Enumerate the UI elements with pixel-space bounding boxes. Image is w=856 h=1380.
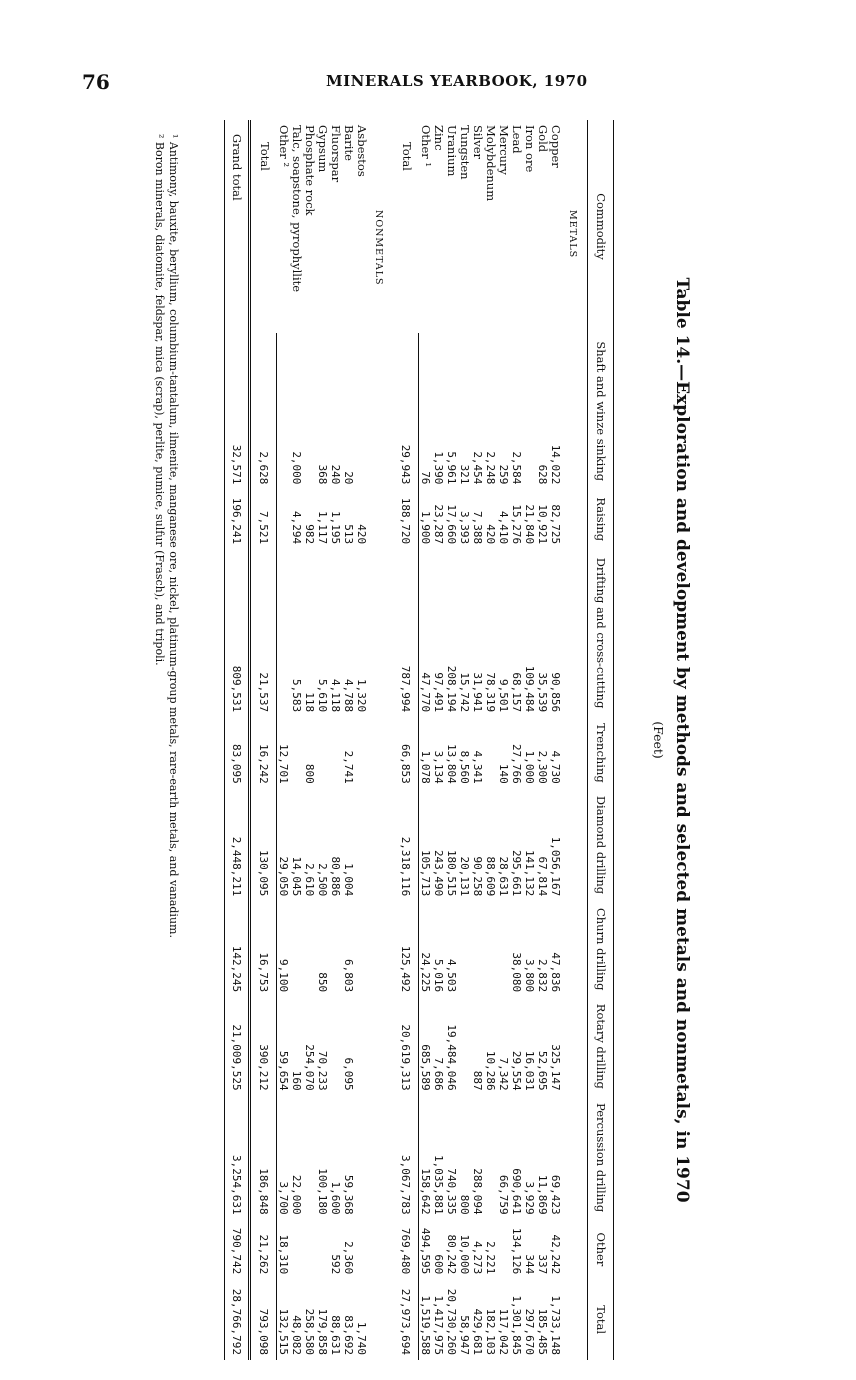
value-cell: 1,301,845	[510, 1295, 524, 1355]
value-cell: 42,242	[549, 1234, 563, 1275]
value-cell: 22,000	[290, 1174, 304, 1215]
value-cell: 1,320	[355, 678, 369, 713]
value-cell: 1,035,881	[432, 1155, 446, 1215]
footnote: ¹ Antimony, bauxite, beryllium, columbium-tantalum, ilmenite, manganese ore, nickel, platinum-group metals, rare-earth metals, and vanadium.	[167, 134, 180, 938]
table-body	[225, 120, 588, 1360]
value-cell: 769,480	[393, 1220, 419, 1280]
table-row	[497, 120, 510, 1360]
value-cell: 1,733,148	[549, 1295, 563, 1355]
value-cell	[290, 901, 303, 997]
commodity-cell: Uranium	[445, 125, 460, 177]
value-cell: 52,695	[536, 1050, 550, 1091]
value-cell	[497, 901, 510, 997]
value-cell: 14,045	[290, 856, 304, 897]
value-cell: 7,388	[471, 510, 485, 545]
value-cell: 14,022	[549, 444, 563, 485]
value-cell: 4,294	[290, 510, 304, 545]
value-cell	[355, 1096, 368, 1220]
value-cell	[355, 333, 368, 489]
value-cell: 83,692	[342, 1315, 356, 1355]
value-cell: 10,286	[484, 1050, 498, 1091]
value-cell: 76	[419, 471, 433, 485]
table-row	[549, 120, 562, 1360]
value-cell: 494,595	[419, 1227, 433, 1275]
empty-cell	[368, 789, 393, 902]
value-cell: 8,560	[458, 750, 472, 784]
commodity-cell: Molybdenum	[484, 125, 499, 202]
value-cell: 185,485	[536, 1308, 550, 1355]
value-cell: 32,571	[225, 333, 250, 489]
value-cell: 28,631	[497, 856, 511, 897]
commodity-cell: Total	[399, 142, 414, 171]
value-cell: 196,241	[225, 489, 250, 549]
table-row	[355, 120, 368, 1360]
grand-total-row	[225, 120, 250, 1360]
value-cell	[316, 717, 329, 789]
value-cell: 20,131	[458, 856, 472, 897]
value-cell: 58,947	[458, 1315, 472, 1355]
value-cell: 513	[342, 524, 356, 545]
value-cell: 4,503	[445, 958, 459, 993]
commodity-cell: Mercury	[497, 125, 512, 175]
data-table	[224, 120, 614, 1360]
section-heading-row	[562, 120, 588, 1360]
empty-cell	[562, 489, 588, 549]
value-cell: 2,448,211	[225, 789, 250, 902]
value-cell: 2,584	[510, 451, 524, 485]
value-cell: 10,000	[458, 1234, 472, 1275]
value-cell: 9,501	[497, 678, 511, 713]
value-cell: 740,335	[445, 1168, 459, 1215]
table-row	[303, 120, 316, 1360]
value-cell: 29,943	[393, 333, 419, 489]
value-cell: 140	[497, 763, 511, 784]
table-row	[484, 120, 497, 1360]
value-cell: 3,254,631	[225, 1096, 250, 1220]
value-cell: 4,341	[471, 750, 485, 784]
value-cell: 4,118	[329, 678, 343, 713]
column-header: Trenching	[588, 717, 614, 789]
value-cell: 297,670	[523, 1308, 537, 1355]
empty-cell	[368, 997, 393, 1095]
table-title: Table 14.—Exploration and development by methods and selected metals and nonmetals, in 1970	[672, 277, 692, 1203]
value-cell: 67,814	[536, 856, 550, 897]
empty-cell	[562, 789, 588, 902]
total-row	[393, 120, 419, 1360]
value-cell: 6,095	[342, 1057, 356, 1091]
commodity-cell: Fluorspar	[329, 125, 344, 183]
value-cell: 20,619,313	[393, 997, 419, 1095]
empty-cell	[368, 1220, 393, 1280]
value-cell: 7,342	[497, 1057, 511, 1091]
value-cell: 3,134	[432, 750, 446, 784]
value-cell: 800	[303, 763, 317, 784]
column-header: Rotary drilling	[588, 997, 614, 1095]
commodity-cell: Zinc	[432, 125, 447, 151]
commodity-cell: Silver	[471, 125, 486, 160]
value-cell: 685,589	[419, 1044, 433, 1091]
value-cell: 2,500	[316, 863, 330, 897]
value-cell: 2,248	[484, 451, 498, 485]
empty-cell	[562, 1279, 588, 1360]
value-cell: 1,004	[342, 863, 356, 897]
value-cell: 2,628	[250, 333, 277, 489]
value-cell: 9,100	[277, 958, 291, 993]
value-cell: 295,661	[510, 849, 524, 897]
value-cell: 240	[329, 464, 343, 485]
value-cell	[303, 333, 316, 489]
value-cell	[355, 901, 368, 997]
value-cell: 188,720	[393, 489, 419, 549]
value-cell	[303, 901, 316, 997]
value-cell: 186,848	[250, 1096, 277, 1220]
empty-cell	[562, 901, 588, 997]
footnote: ² Boron minerals, diatomite, feldspar, mica (scrap), perlite, pumice, sulfur (Frasch), and tripoli.	[153, 134, 166, 666]
commodity-cell: Other ²	[277, 125, 292, 168]
value-cell: 2,000	[290, 451, 304, 485]
value-cell: 1,390	[432, 451, 446, 485]
value-cell: 321	[458, 464, 472, 485]
value-cell: 130,095	[250, 789, 277, 902]
empty-cell	[368, 549, 393, 717]
value-cell: 97,491	[432, 672, 446, 713]
value-cell: 88,609	[484, 856, 498, 897]
value-cell	[458, 997, 471, 1095]
value-cell: 80,886	[329, 856, 343, 897]
value-cell: 80,242	[445, 1234, 459, 1275]
value-cell: 5,583	[290, 678, 304, 713]
value-cell: 325,147	[549, 1044, 563, 1091]
value-cell	[303, 1220, 316, 1280]
value-cell: 20	[342, 471, 356, 485]
value-cell: 88,631	[329, 1315, 343, 1355]
empty-cell	[562, 549, 588, 717]
section-heading: NONMETALS	[373, 210, 385, 286]
value-cell: 83,095	[225, 717, 250, 789]
value-cell: 208,194	[445, 665, 459, 713]
total-row	[250, 120, 277, 1360]
value-cell	[523, 333, 536, 489]
value-cell: 1,600	[329, 1181, 343, 1215]
value-cell	[290, 1220, 303, 1280]
value-cell: 15,276	[510, 504, 524, 545]
value-cell: 5,961	[445, 451, 459, 485]
value-cell: 1,117	[316, 510, 330, 545]
value-cell: 1,519,588	[419, 1295, 433, 1355]
table-row	[536, 120, 549, 1360]
value-cell: 90,856	[549, 672, 563, 713]
value-cell: 259	[497, 464, 511, 485]
commodity-cell: Asbestos	[355, 125, 370, 177]
commodity-cell: Barite	[342, 125, 357, 161]
column-header: Diamond drilling	[588, 789, 614, 902]
value-cell: 3,800	[523, 958, 537, 993]
table-row	[316, 120, 329, 1360]
value-cell: 254,070	[303, 1044, 317, 1091]
value-cell: 182,103	[484, 1308, 498, 1355]
rotated-table-block	[130, 120, 700, 1360]
value-cell: 1,417,975	[432, 1295, 446, 1355]
value-cell: 134,126	[510, 1227, 524, 1275]
value-cell: 1,000	[523, 750, 537, 784]
value-cell: 2,741	[342, 750, 356, 784]
empty-cell	[368, 489, 393, 549]
value-cell: 690,641	[510, 1168, 524, 1215]
header-row	[588, 120, 614, 1360]
empty-cell	[368, 1096, 393, 1220]
value-cell: 31,941	[471, 672, 485, 713]
footnotes	[152, 134, 180, 938]
value-cell: 2,360	[342, 1241, 356, 1275]
value-cell: 47,836	[549, 952, 563, 993]
value-cell: 368	[316, 464, 330, 485]
value-cell: 11,869	[536, 1174, 550, 1215]
value-cell: 390,212	[250, 997, 277, 1095]
value-cell: 16,031	[523, 1050, 537, 1091]
column-header: Churn drilling	[588, 901, 614, 997]
column-header: Raising	[588, 489, 614, 549]
value-cell: 16,242	[250, 717, 277, 789]
table-row	[432, 120, 445, 1360]
empty-cell	[368, 333, 393, 489]
value-cell: 600	[432, 1254, 446, 1275]
column-header: Commodity	[588, 120, 614, 333]
empty-cell	[368, 717, 393, 789]
value-cell: 27,766	[510, 743, 524, 784]
value-cell: 982	[303, 524, 317, 545]
value-cell: 4,273	[471, 1241, 485, 1275]
empty-cell	[562, 1096, 588, 1220]
value-cell	[277, 333, 291, 489]
value-cell	[303, 1096, 316, 1220]
value-cell: 21,840	[523, 504, 537, 545]
value-cell: 109,484	[523, 665, 537, 713]
commodity-cell: Copper	[549, 125, 564, 168]
value-cell: 6,803	[342, 958, 356, 993]
table-row	[290, 120, 303, 1360]
commodity-cell: Other ¹	[419, 125, 434, 168]
value-cell: 2,832	[536, 958, 550, 993]
value-cell	[329, 717, 342, 789]
value-cell: 2,300	[536, 750, 550, 784]
table-row	[277, 120, 291, 1360]
value-cell: 27,973,694	[393, 1279, 419, 1360]
commodity-cell: Lead	[510, 125, 525, 154]
value-cell: 787,994	[393, 549, 419, 717]
value-cell	[355, 1220, 368, 1280]
value-cell: 90,258	[471, 856, 485, 897]
table-row	[458, 120, 471, 1360]
value-cell: 5,016	[432, 958, 446, 993]
empty-cell	[562, 1220, 588, 1280]
value-cell	[458, 901, 471, 997]
table-row	[445, 120, 458, 1360]
value-cell: 142,245	[225, 901, 250, 997]
value-cell: 793,098	[250, 1279, 277, 1360]
value-cell: 21,537	[250, 549, 277, 717]
value-cell: 13,804	[445, 743, 459, 784]
value-cell: 3,393	[458, 510, 472, 545]
running-head: MINERALS YEARBOOK, 1970	[326, 72, 588, 90]
value-cell: 78,319	[484, 672, 498, 713]
column-header: Percussion drilling	[588, 1096, 614, 1220]
value-cell	[329, 901, 342, 997]
value-cell: 20,730,260	[445, 1288, 459, 1355]
empty-cell	[562, 717, 588, 789]
value-cell	[277, 549, 291, 717]
value-cell: 19,484,046	[445, 1024, 459, 1091]
table-row	[342, 120, 355, 1360]
commodity-cell: Phosphate rock	[303, 125, 318, 216]
value-cell: 243,490	[432, 849, 446, 897]
value-cell: 12,701	[277, 743, 291, 784]
value-cell: 66,759	[497, 1174, 511, 1215]
value-cell: 82,725	[549, 504, 563, 545]
value-cell: 337	[536, 1254, 550, 1275]
value-cell	[277, 489, 291, 549]
value-cell: 2,610	[303, 863, 317, 897]
value-cell: 592	[329, 1254, 343, 1275]
column-header: Total	[588, 1279, 614, 1360]
value-cell	[290, 717, 303, 789]
value-cell: 16,753	[250, 901, 277, 997]
value-cell: 800	[458, 1194, 472, 1215]
value-cell: 179,858	[316, 1308, 330, 1355]
value-cell: 4,730	[549, 750, 563, 784]
commodity-cell: Talc, soapstone, pyrophyllite	[290, 125, 305, 293]
value-cell: 1,078	[419, 750, 433, 784]
value-cell: 4,788	[342, 678, 356, 713]
value-cell: 66,853	[393, 717, 419, 789]
value-cell: 790,742	[225, 1220, 250, 1280]
table-subtitle: (Feet)	[651, 721, 666, 759]
value-cell: 809,531	[225, 549, 250, 717]
value-cell: 4,410	[497, 510, 511, 545]
empty-cell	[368, 901, 393, 997]
value-cell: 70,233	[316, 1050, 330, 1091]
value-cell	[484, 901, 497, 997]
table-row	[510, 120, 523, 1360]
value-cell: 5,610	[316, 678, 330, 713]
commodity-cell: Total	[257, 142, 272, 171]
table-row	[523, 120, 536, 1360]
value-cell: 29,050	[277, 856, 291, 897]
value-cell: 2,454	[471, 451, 485, 485]
section-heading: METALS	[567, 210, 579, 259]
value-cell: 21,009,525	[225, 997, 250, 1095]
column-header: Other	[588, 1220, 614, 1280]
commodity-cell: Gold	[536, 125, 551, 153]
value-cell	[484, 1096, 497, 1220]
empty-cell	[562, 997, 588, 1095]
value-cell	[497, 1220, 510, 1280]
value-cell: 105,713	[419, 849, 433, 897]
value-cell: 3,929	[523, 1181, 537, 1215]
value-cell: 23,287	[432, 504, 446, 545]
commodity-cell: Iron ore	[523, 125, 538, 173]
value-cell: 1,900	[419, 510, 433, 545]
table-row	[471, 120, 484, 1360]
value-cell: 118	[303, 692, 317, 713]
value-cell	[484, 717, 497, 789]
value-cell: 132,515	[277, 1308, 291, 1355]
value-cell: 24,225	[419, 952, 433, 993]
value-cell: 38,080	[510, 952, 524, 993]
value-cell: 17,660	[445, 504, 459, 545]
value-cell	[316, 1220, 329, 1280]
value-cell: 850	[316, 972, 330, 993]
value-cell	[329, 997, 342, 1095]
value-cell: 100,180	[316, 1168, 330, 1215]
value-cell: 158,642	[419, 1168, 433, 1215]
value-cell: 3,067,783	[393, 1096, 419, 1220]
value-cell: 1,056,167	[549, 836, 563, 897]
commodity-cell: Tungsten	[458, 125, 473, 180]
value-cell	[355, 717, 368, 789]
empty-cell	[368, 1279, 393, 1360]
value-cell: 18,310	[277, 1234, 291, 1275]
value-cell: 28,766,792	[225, 1279, 250, 1360]
value-cell: 344	[523, 1254, 537, 1275]
value-cell: 1,195	[329, 510, 343, 545]
value-cell: 420	[355, 524, 369, 545]
value-cell	[355, 789, 368, 902]
section-heading-row	[368, 120, 393, 1360]
value-cell: 125,492	[393, 901, 419, 997]
column-header: Shaft and winze sinking	[588, 333, 614, 489]
value-cell: 429,681	[471, 1308, 485, 1355]
table-row	[329, 120, 342, 1360]
value-cell: 288,094	[471, 1168, 485, 1215]
value-cell: 7,521	[250, 489, 277, 549]
value-cell: 117,042	[497, 1308, 511, 1355]
page-number: 76	[82, 70, 110, 94]
value-cell: 2,318,116	[393, 789, 419, 902]
value-cell: 420	[484, 524, 498, 545]
value-cell: 160	[290, 1070, 304, 1091]
value-cell: 7,686	[432, 1057, 446, 1091]
value-cell: 35,539	[536, 672, 550, 713]
table-row	[419, 120, 433, 1360]
commodity-cell: Gypsum	[316, 125, 331, 173]
value-cell: 10,921	[536, 504, 550, 545]
value-cell: 887	[471, 1070, 485, 1091]
value-cell: 47,770	[419, 672, 433, 713]
value-cell: 141,132	[523, 849, 537, 897]
value-cell: 258,580	[303, 1308, 317, 1355]
value-cell: 1,740	[355, 1321, 369, 1355]
value-cell: 29,554	[510, 1050, 524, 1091]
column-header: Drifting and cross-cutting	[588, 549, 614, 717]
value-cell: 21,262	[250, 1220, 277, 1280]
value-cell: 628	[536, 464, 550, 485]
value-cell	[471, 901, 484, 997]
value-cell: 2,221	[484, 1241, 498, 1275]
value-cell: 69,423	[549, 1174, 563, 1215]
value-cell: 68,157	[510, 672, 524, 713]
value-cell: 59,654	[277, 1050, 291, 1091]
commodity-cell: Grand total	[225, 120, 250, 333]
value-cell	[355, 997, 368, 1095]
value-cell: 180,515	[445, 849, 459, 897]
empty-cell	[562, 333, 588, 489]
value-cell: 3,700	[277, 1181, 291, 1215]
value-cell: 48,082	[290, 1315, 304, 1355]
value-cell: 59,368	[342, 1174, 356, 1215]
value-cell: 15,742	[458, 672, 472, 713]
